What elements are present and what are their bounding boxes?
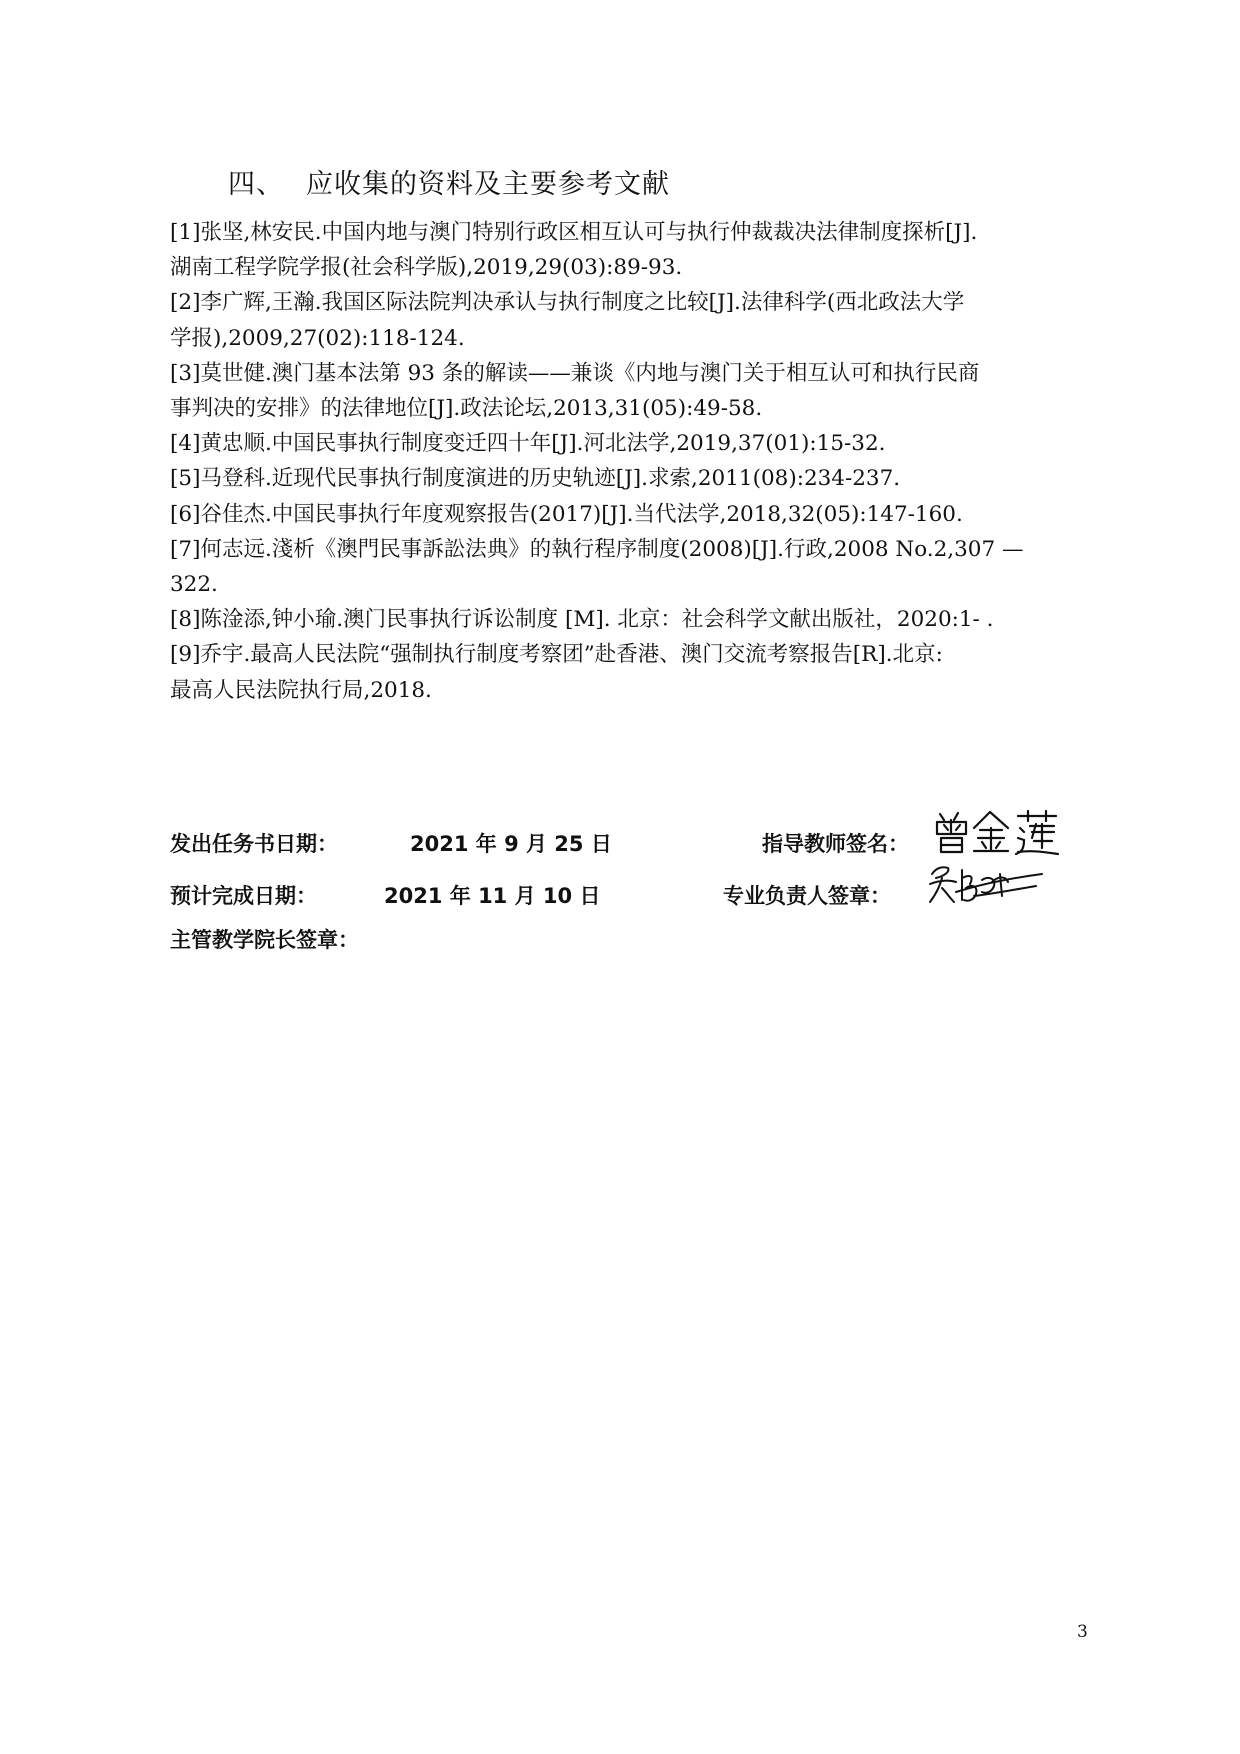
issue-date-label: 发出任务书日期： <box>170 832 338 856</box>
reference-line: [2]李广辉,王瀚.我国区际法院判决承认与执行制度之比较[J].法律科学(西北政法大学 <box>170 290 965 316</box>
reference-item <box>170 356 1105 426</box>
reference-line: 最高人民法院执行局,2018. <box>170 677 432 703</box>
issue-date-value: 2021 年 9 月 25 日 <box>410 832 612 856</box>
reference-line: [1]张坚,林安民.中国内地与澳门特别行政区相互认可与执行仲裁裁决法律制度探析[J]. <box>170 220 978 245</box>
reference-line: [7]何志远.淺析《澳門民事訴訟法典》的執行程序制度(2008)[J].行政,2008 No.2,307 — <box>170 536 1024 562</box>
reference-list <box>170 215 1105 708</box>
reference-item <box>170 497 1105 532</box>
reference-line: [8]陈淦添,钟小瑜.澳门民事执行诉讼制度 [M]. 北京：社会科学文献出版社，2020:1- . <box>170 607 994 633</box>
department-head-signature <box>926 860 1048 906</box>
reference-item <box>170 461 1105 496</box>
reference-item <box>170 215 1105 285</box>
reference-line: 湖南工程学院学报(社会科学版),2019,29(03):89-93. <box>170 255 683 281</box>
reference-line: [4]黄忠顺.中国民事执行制度变迁四十年[J].河北法学,2019,37(01):15-32. <box>170 431 886 457</box>
department-head-signature-label: 专业负责人签章： <box>723 884 891 908</box>
section-heading <box>228 162 670 201</box>
reference-line: 事判决的安排》的法律地位[J].政法论坛,2013,31(05):49-58. <box>170 396 763 422</box>
completion-date-value: 2021 年 11 月 10 日 <box>384 884 601 908</box>
section-title-text: 应收集的资料及主要参考文献 <box>306 169 670 200</box>
page-number: 3 <box>1077 1622 1088 1642</box>
reference-line: 322. <box>170 572 218 598</box>
reference-line: [3]莫世健.澳门基本法第 93 条的解读——兼谈《内地与澳门关于相互认可和执行民商 <box>170 360 980 386</box>
reference-item <box>170 285 1105 355</box>
reference-item <box>170 532 1105 602</box>
advisor-signature-label: 指导教师签名： <box>762 832 909 856</box>
dean-signature-label: 主管教学院长签章： <box>170 928 359 952</box>
reference-line: [5]马登科.近现代民事执行制度演进的历史轨迹[J].求索,2011(08):234-237. <box>170 466 901 492</box>
reference-item <box>170 602 1105 637</box>
advisor-signature <box>932 808 1062 856</box>
reference-line: [6]谷佳杰.中国民事执行年度观察报告(2017)[J].当代法学,2018,32(05):147-160. <box>170 501 963 527</box>
reference-item <box>170 426 1105 461</box>
reference-line: [9]乔宇.最高人民法院“强制执行制度考察团”赴香港、澳门交流考察报告[R].北京: <box>170 642 943 668</box>
reference-item <box>170 637 1105 707</box>
reference-line: 学报),2009,27(02):118-124. <box>170 325 465 351</box>
completion-date-label: 预计完成日期： <box>170 884 317 908</box>
section-number: 四、 <box>228 169 284 200</box>
